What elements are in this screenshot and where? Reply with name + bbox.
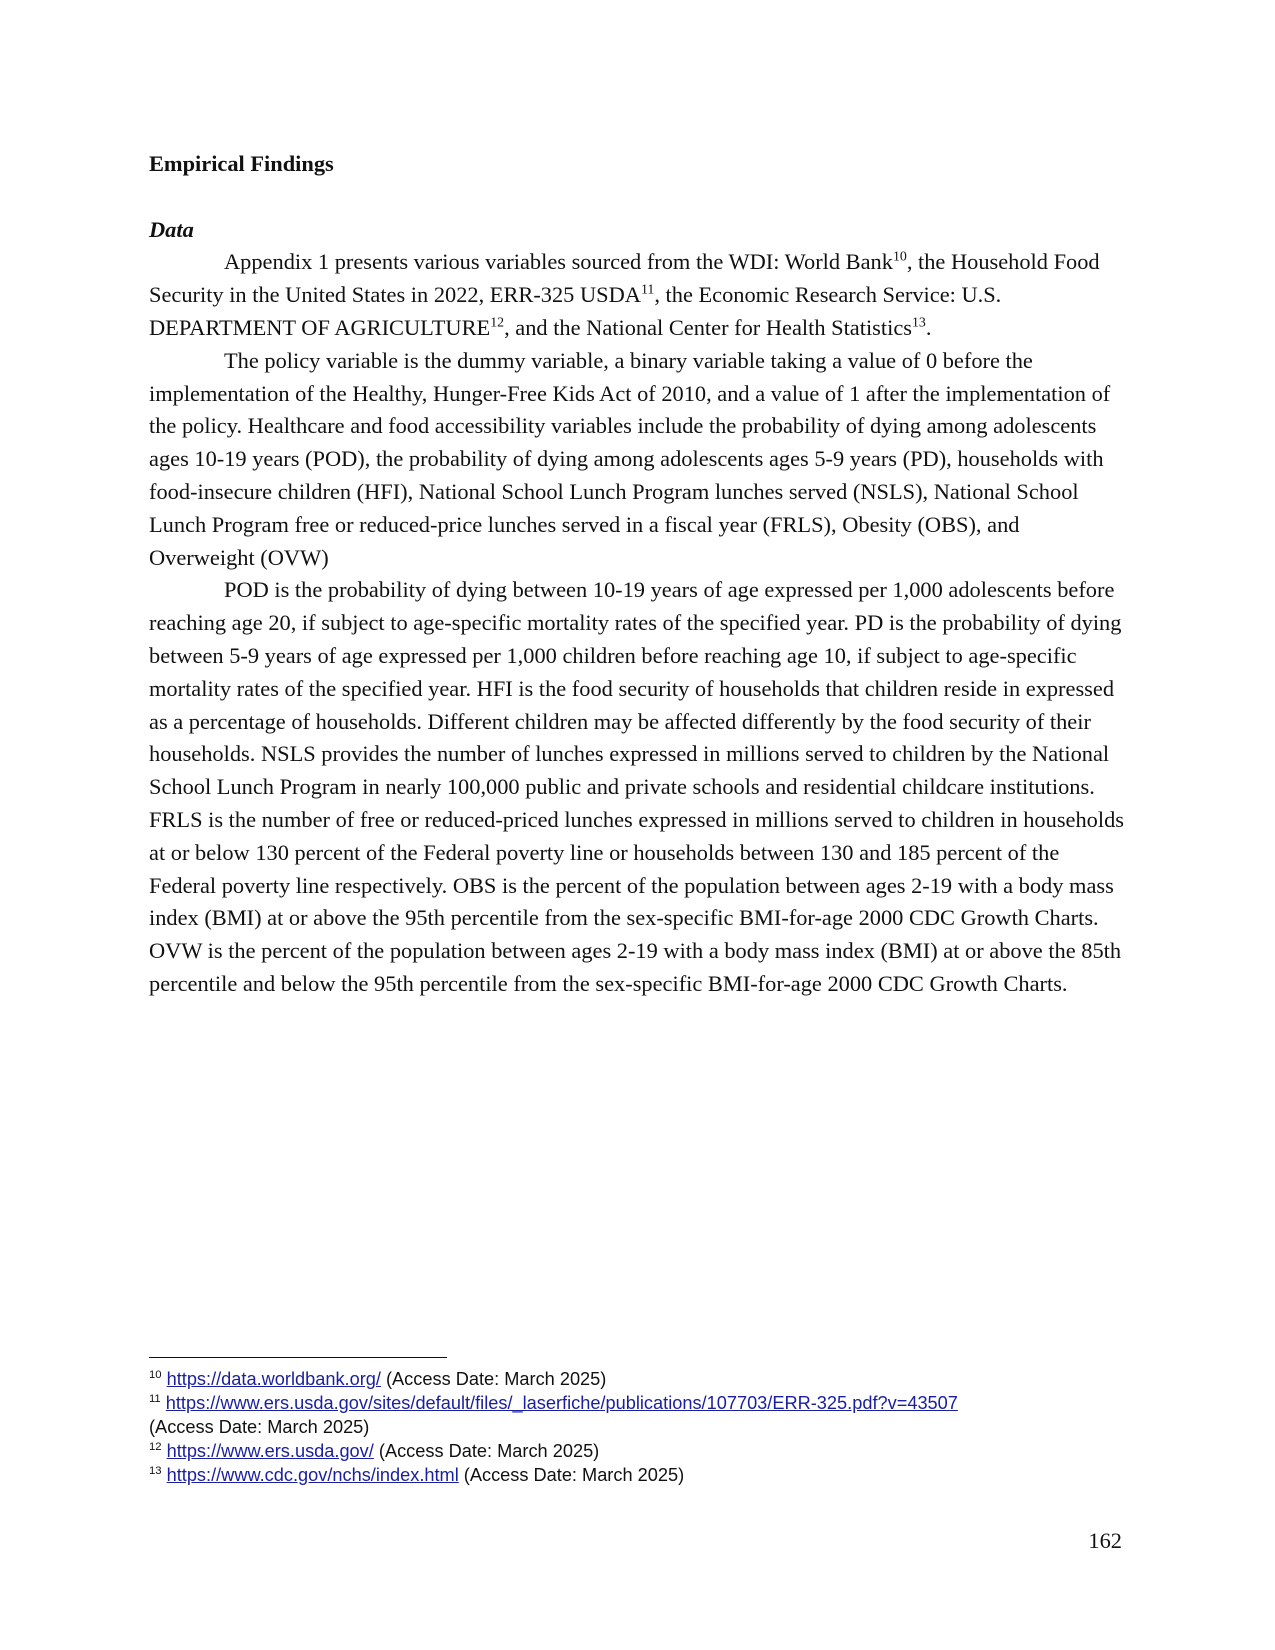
- footnote-access-date: (Access Date: March 2025): [380, 1369, 607, 1389]
- footnotes: [149, 1367, 1129, 1487]
- page-number: 162: [1088, 1528, 1122, 1553]
- footnote-11: [149, 1391, 1129, 1439]
- footnote-link-ers[interactable]: https://www.ers.usda.gov/: [166, 1441, 374, 1461]
- footnote-access-date: (Access Date: March 2025): [149, 1417, 370, 1437]
- section-heading: Empirical Findings: [149, 151, 334, 176]
- footnote-12: [149, 1439, 1129, 1463]
- footnote-number: 10: [149, 1368, 162, 1381]
- footnote-ref-11[interactable]: 11: [640, 282, 655, 298]
- footnote-13: [149, 1463, 1129, 1487]
- main-text: [149, 148, 1127, 1001]
- paragraph-policy-variable: The policy variable is the dummy variable, a binary variable taking a value of 0 before the implementation of the Healthy, Hunger-Free Kids Act of 2010, and a value of 1 after the implementation of the policy. Healthcare and food accessibility variables include the probability of dying among adolescents ages 10-19 years (POD), the probability of dying among adolescents ages 5-9 years (PD), households with food-insecure children (HFI), National School Lunch Program lunches served (NSLS), National School Lunch Program free or reduced-price lunches served in a fiscal year (FRLS), Obesity (OBS), and Overweight (OVW): [149, 347, 1111, 570]
- paragraph-text: , and the National Center for Health Statistics: [504, 314, 912, 340]
- footnote-access-date: (Access Date: March 2025): [458, 1465, 685, 1485]
- footnote-separator: [149, 1357, 447, 1358]
- paragraph-text: Appendix 1 presents various variables sourced from the WDI: World Bank: [224, 249, 893, 275]
- footnote-number: 11: [149, 1392, 161, 1405]
- heading-spacer: [149, 181, 1127, 214]
- footnote-link-cdc[interactable]: https://www.cdc.gov/nchs/index.html: [166, 1465, 459, 1485]
- footnote-ref-13[interactable]: 13: [911, 315, 926, 331]
- footnote-ref-12[interactable]: 12: [490, 315, 505, 331]
- footnote-number: 13: [149, 1464, 162, 1477]
- paragraph-text: , the Household Food Security in the United States in 2022, ERR-325 USDA: [149, 249, 1100, 308]
- footnote-access-date: (Access Date: March 2025): [373, 1441, 600, 1461]
- footnote-number: 12: [149, 1440, 162, 1453]
- paragraph-text: .: [925, 314, 932, 340]
- paragraph-variable-definitions: POD is the probability of dying between 10-19 years of age expressed per 1,000 adolescents before reaching age 20, if subject to age-specific mortality rates of the specified year. PD is the probability of dying between 5-9 years of age expressed per 1,000 children before reaching age 10, if subject to age-specific mortality rates of the specified year. HFI is the food security of households that children reside in expressed as a percentage of households. Different children may be affected differently by the food security of their households. NSLS provides the number of lunches expressed in millions served to children by the National School Lunch Program in nearly 100,000 public and private schools and residential childcare institutions. FRLS is the number of free or reduced-priced lunches expressed in millions served to children in households at or below 130 percent of the Federal poverty line or households between 130 and 185 percent of the Federal poverty line respectively. OBS is the percent of the population between ages 2-19 with a body mass index (BMI) at or above the 95th percentile from the sex-specific BMI-for-age 2000 CDC Growth Charts. OVW is the percent of the population between ages 2-19 with a body mass index (BMI) at or above the 85th percentile and below the 95th percentile from the sex-specific BMI-for-age 2000 CDC Growth Charts.: [149, 577, 1124, 996]
- footnote-link-ers-report[interactable]: https://www.ers.usda.gov/sites/default/files/_laserfiche/publications/107703/ERR-325.pdf?v=43507: [165, 1393, 958, 1413]
- paragraph-text: , the Economic Research Service: U.S. DEPARTMENT OF AGRICULTURE: [149, 282, 1002, 340]
- footnote-10: [149, 1367, 1129, 1391]
- paragraph-sources: [149, 246, 1127, 344]
- footnote-ref-10[interactable]: 10: [892, 249, 907, 265]
- sub-heading-data: Data: [149, 216, 194, 242]
- footnote-link-worldbank[interactable]: https://data.worldbank.org/: [166, 1369, 381, 1389]
